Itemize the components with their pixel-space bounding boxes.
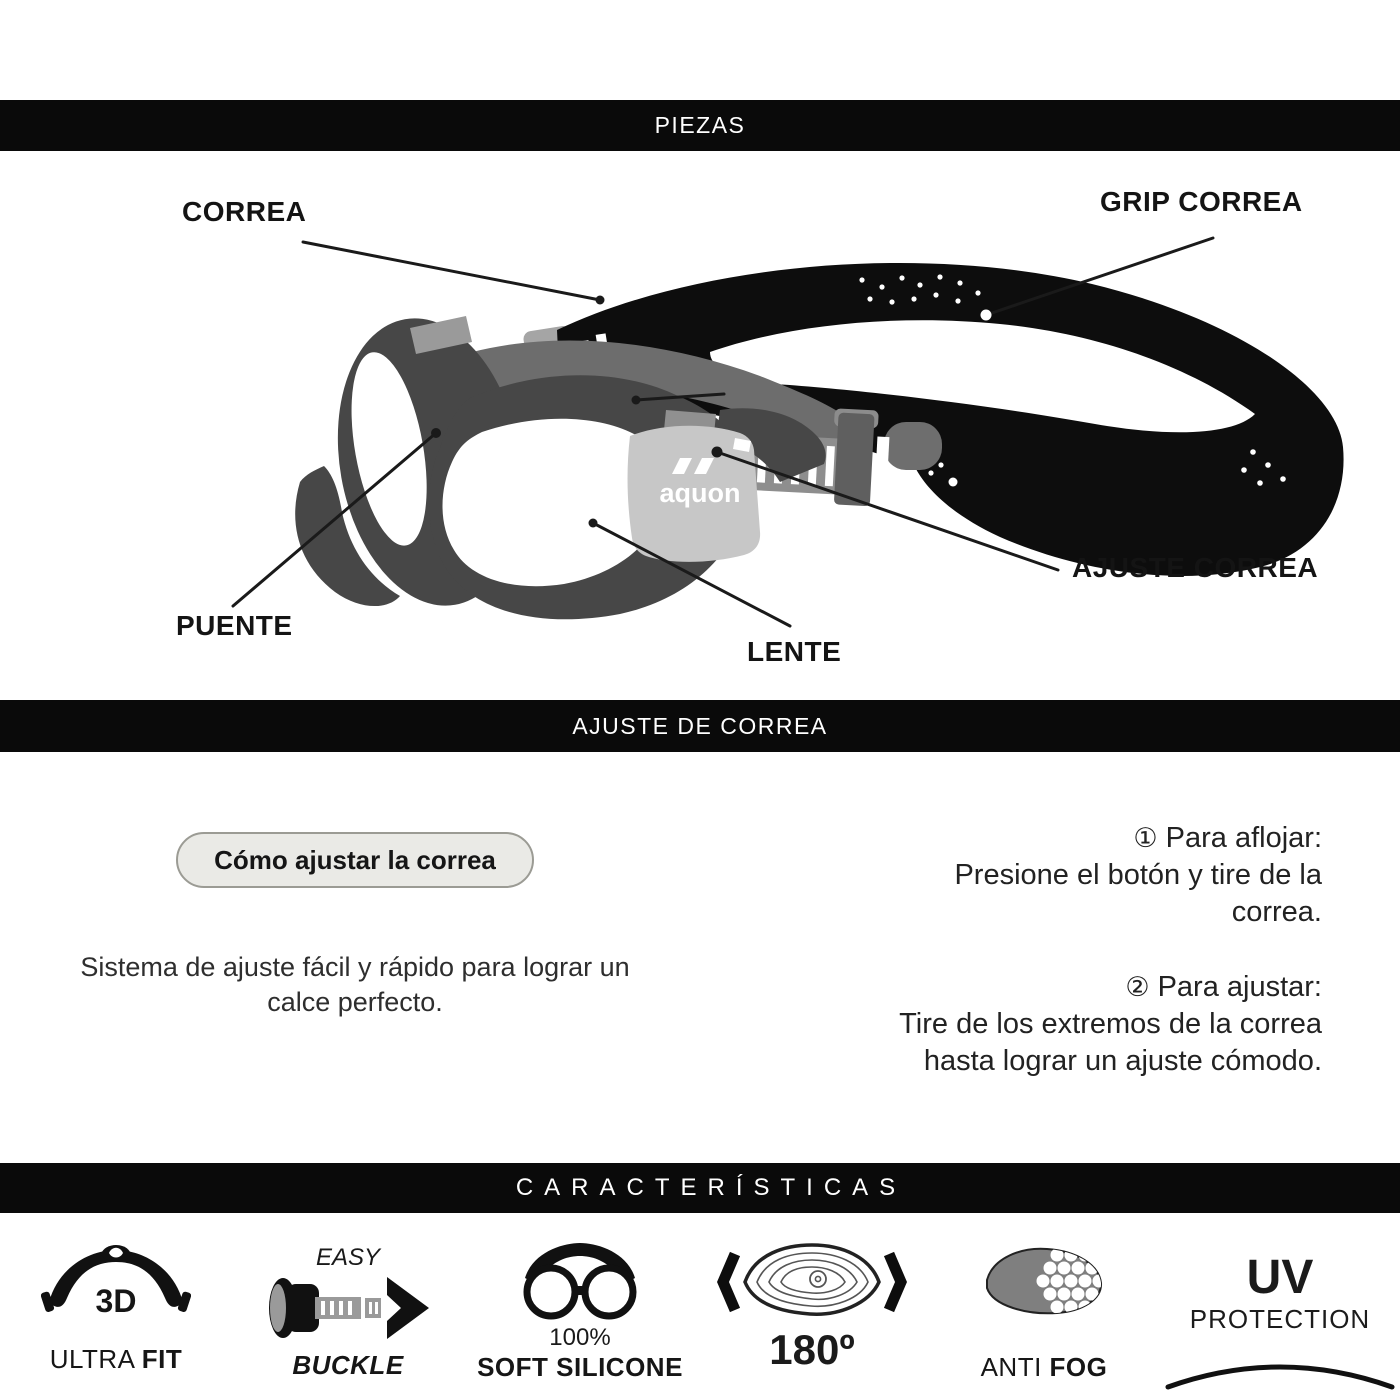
hundred-percent-label: 100% [549,1324,611,1351]
label-180: 180º [769,1326,855,1373]
anti-fog-icon [979,1240,1109,1326]
easy-buckle-icon [263,1272,433,1344]
label-bold: FOG [1049,1352,1108,1382]
soft-silicone-icon [505,1240,655,1320]
feature-ultra-fit [0,1240,232,1400]
strap-end-cap [884,422,942,470]
step-para-ajustar [702,969,1322,1080]
step-line: Presione el botón y tire de la [954,859,1322,891]
section-title-ajuste: AJUSTE DE CORREA [572,712,828,739]
section-title-piezas: PIEZAS [654,112,746,138]
part-label-puente: PUENTE [176,610,293,641]
section-title-caracteristicas: CARACTERÍSTICAS [515,1174,907,1201]
label-regular: ULTRA [49,1344,142,1374]
adjustment-description [30,950,680,1020]
buckle-label: BUCKLE [292,1350,404,1380]
uv-arc-icon [1160,1345,1400,1393]
como-ajustar-pill [176,832,534,888]
vision-180-icon [717,1240,907,1324]
ultra-fit-3d-text: 3D [95,1283,137,1319]
feature-easy-buckle [232,1240,464,1400]
part-label-correa: CORREA [182,196,307,227]
step-heading [702,969,1322,1006]
feature-180-vision [696,1240,928,1400]
feature-soft-silicone [464,1240,696,1400]
description-line-1: Sistema de ajuste fácil y rápido para lograr un [80,952,630,982]
step-title: Para ajustar: [1157,971,1322,1003]
step-line: hasta lograr un ajuste cómodo. [923,1045,1322,1077]
step-number-icon: ① [1133,823,1158,853]
goggles-parts-diagram [0,152,1400,702]
step-para-aflojar [702,820,1322,931]
anti-fog-label [981,1352,1108,1383]
easy-label: EASY [315,1244,381,1271]
label-regular: ANTI [980,1352,1050,1382]
part-label-grip-correa: GRIP CORREA [1100,186,1303,217]
features-row [0,1240,1400,1400]
section-bar-piezas [0,100,1400,151]
adjustment-steps [702,820,1322,1118]
label-bold: FIT [141,1344,183,1374]
part-label-ajuste-correa: AJUSTE CORREA [1072,552,1319,583]
feature-anti-fog [928,1240,1160,1400]
section-bar-caracteristicas [0,1163,1400,1213]
goggle-frame [429,375,826,619]
description-line-2: calce perfecto. [267,987,443,1017]
step-heading [702,820,1322,857]
feature-uv-protection [1160,1240,1400,1400]
part-label-lente: LENTE [747,636,842,667]
soft-silicone-label: SOFT SILICONE [477,1352,683,1382]
step-number-icon: ② [1125,972,1150,1002]
step-line: correa. [1231,896,1322,928]
uv-label: UV [1246,1251,1314,1304]
ultra-fit-label [50,1344,183,1375]
protection-label: PROTECTION [1189,1304,1371,1334]
section-bar-ajuste-de-correa [0,700,1400,752]
step-line: Tire de los extremos de la correa [899,1008,1322,1040]
step-title: Para aflojar: [1165,822,1322,854]
brand-logo-text: aquon [659,478,741,508]
pill-label: Cómo ajustar la correa [214,844,496,875]
ultra-fit-icon [41,1240,191,1336]
